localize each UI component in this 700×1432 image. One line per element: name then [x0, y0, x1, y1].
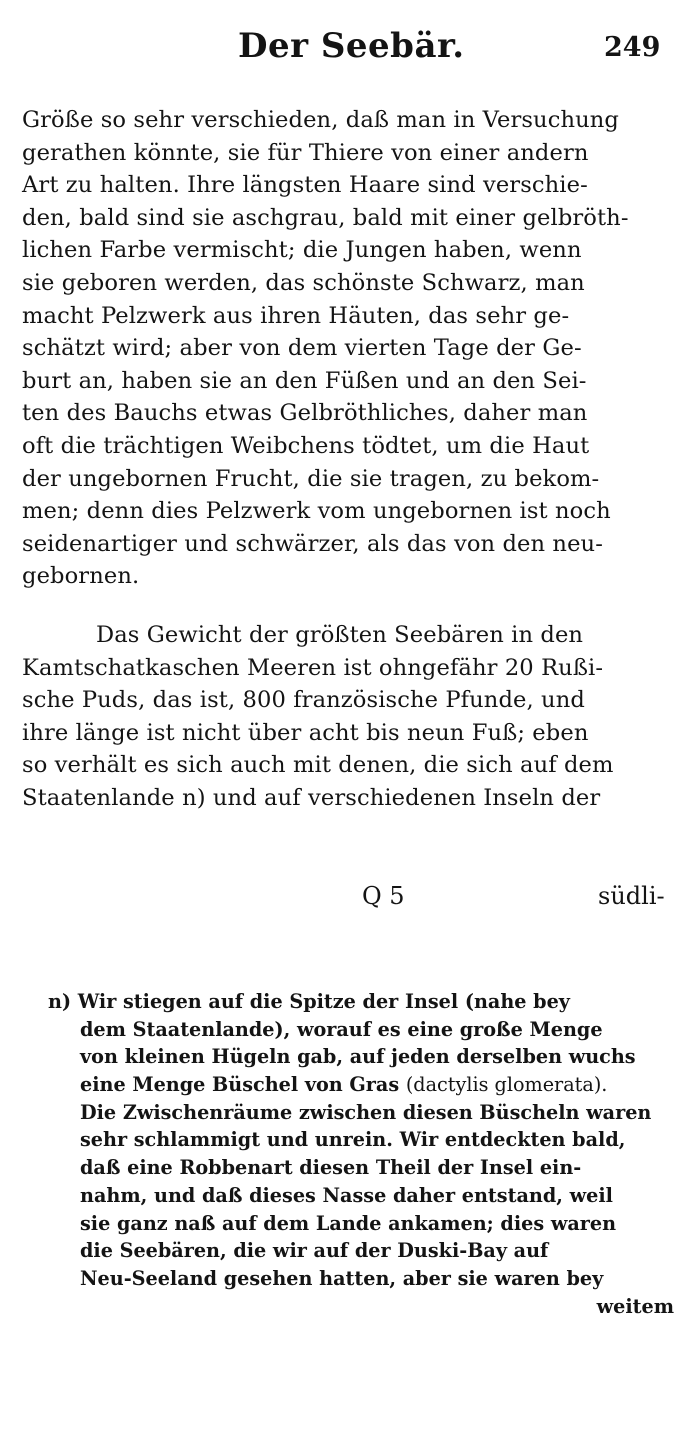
text-line: gerathen könnte, sie für Thiere von einer andern: [22, 139, 589, 166]
page-number: 249: [604, 32, 661, 63]
text-line: sie geboren werden, das schönste Schwarz, man: [22, 269, 585, 296]
text-line: schätzt wird; aber von dem vierten Tage der Ge-: [22, 335, 582, 362]
text-line: sche Puds, das ist, 800 französische Pfunde, und: [22, 687, 585, 714]
latin-species-name: (dactylis glomerata).: [405, 1073, 608, 1097]
footnote-text: Wir stiegen auf die Spitze der Insel (nahe bey: [77, 990, 570, 1013]
text-line: Das Gewicht der größten Seebären in den: [96, 621, 584, 648]
catchword: südli-: [598, 882, 665, 910]
paragraph-2: [22, 619, 668, 815]
text-line: burt an, haben sie an den Füßen und an den Sei-: [22, 367, 587, 394]
footnote: [48, 988, 676, 1320]
footnote-text: eine Menge Büschel von Gras: [80, 1073, 406, 1097]
text-line: Kamtschatkaschen Meeren ist ohngefähr 20 Rußi-: [22, 654, 604, 681]
text-line: macht Pelzwerk aus ihren Häuten, das sehr ge-: [22, 302, 570, 329]
paragraph-1: [22, 104, 668, 593]
footnote-line: sehr schlammigt und unrein. Wir entdeckten bald,: [80, 1128, 626, 1152]
footnote-line: daß eine Robbenart diesen Theil der Insel ein-: [80, 1156, 582, 1180]
text-line: Staatenlande n) und auf verschiedenen Inseln der: [22, 784, 601, 811]
text-line: den, bald sind sie aschgrau, bald mit einer gelbröth-: [22, 204, 629, 231]
signature-mark: Q 5: [362, 882, 405, 910]
text-line: Art zu halten. Ihre längsten Haare sind verschie-: [22, 172, 588, 199]
text-line: der ungebornen Frucht, die sie tragen, zu bekom-: [22, 465, 600, 492]
running-title: Der Seebär.: [238, 26, 465, 66]
footnote-marker: n): [48, 990, 72, 1013]
text-line: gebornen.: [22, 563, 140, 590]
page-header: [0, 26, 700, 74]
footnote-last-line: weitem: [596, 1294, 674, 1318]
paragraph-gap: [22, 593, 668, 619]
footnote-line: nahm, und daß dieses Nasse daher entstand, weil: [80, 1183, 613, 1207]
text-line: ten des Bauchs etwas Gelbröthliches, daher man: [22, 400, 588, 427]
footnote-line: von kleinen Hügeln gab, auf jeden derselben wuchs: [80, 1045, 636, 1069]
text-line: oft die trächtigen Weibchens tödtet, um die Haut: [22, 432, 590, 459]
text-line: lichen Farbe vermischt; die Jungen haben, wenn: [22, 237, 582, 264]
footnote-line: Neu-Seeland gesehen hatten, aber sie waren bey: [80, 1266, 604, 1290]
text-line: seidenartiger und schwärzer, als das von den neu-: [22, 530, 603, 557]
footnote-latin-line: [48, 1071, 676, 1099]
footnote-line: die Seebären, die wir auf der Duski-Bay auf: [80, 1239, 549, 1263]
footnote-line: dem Staatenlande), worauf es eine große Menge: [80, 1017, 603, 1041]
text-line: Größe so sehr verschieden, daß man in Versuchung: [22, 107, 619, 133]
signature-row: [0, 882, 700, 918]
body-text: [22, 104, 668, 814]
footnote-line: sie ganz naß auf dem Lande ankamen; dies waren: [80, 1211, 617, 1235]
text-line: ihre länge ist nicht über acht bis neun Fuß; eben: [22, 719, 589, 746]
text-line: so verhält es sich auch mit denen, die sich auf dem: [22, 752, 614, 779]
text-line: men; denn dies Pelzwerk vom ungebornen ist noch: [22, 498, 611, 525]
footnote-line: Die Zwischenräume zwischen diesen Büscheln waren: [80, 1100, 652, 1124]
footnote-first-line: [48, 988, 676, 1016]
